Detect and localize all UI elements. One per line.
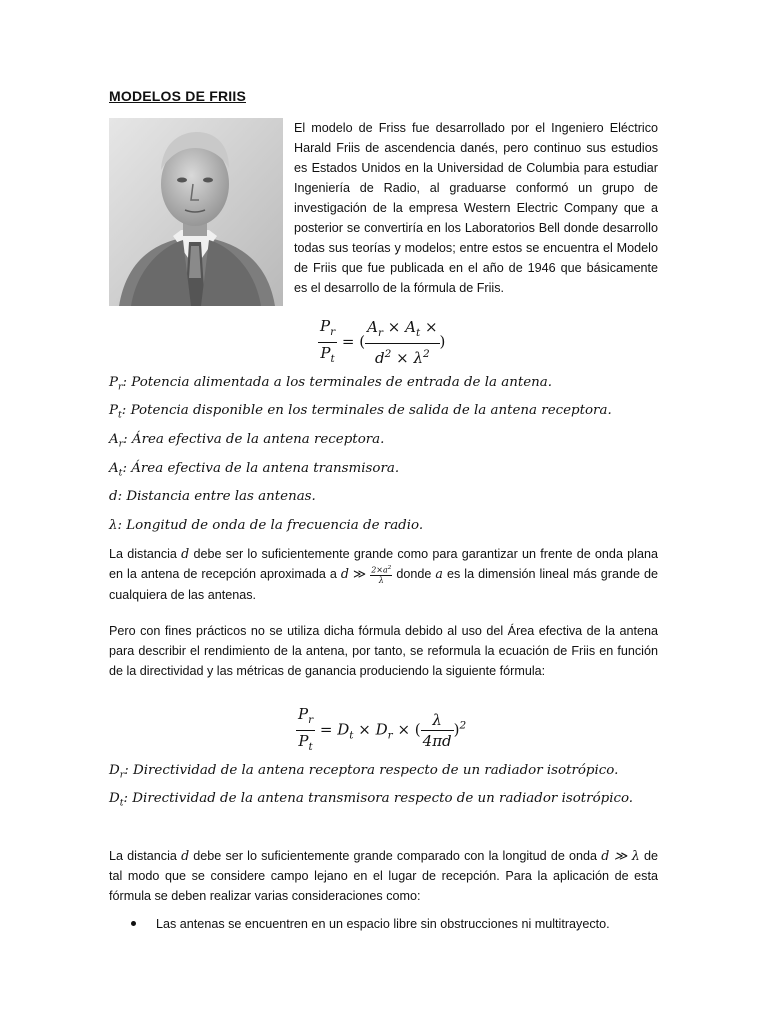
intro-paragraph: El modelo de Friss fue desarrollado por el Ingeniero Eléctrico Harald Friis de ascendencia danés, pero continuo sus estudios es Estados Unidos en la Universidad de Columbia para estudiar Ingeniería de Radio, al graduarse conformó un grupo de investigación de la empresa Western Electric Company que a posterior se convertiría en los Laboratorios Bell donde desarrollo todas sus teorías y modelos; entre estos se encuentra el Modelo de Friis que fue publicada en el año de 1946 que básicamente es el desarrollo de la fórmula de Friis. (294, 121, 658, 295)
portrait-photo (109, 118, 283, 306)
definition-lambda: λ: Longitud de onda de la frecuencia de radio. (109, 518, 424, 533)
definition-dt: $D_t$: Directividad de la antena transmisora respecto de un radiador isotrópico. (109, 791, 634, 809)
directivity-paragraph: Pero con fines prácticos no se utiliza dicha fórmula debido al uso del Área efectiva de la antena para describir el rendimiento de la antena, por tanto, se reformula la ecuación de Friis en función de la directividad y las métricas de ganancia produciendo la siguiente fórmula: (109, 624, 658, 678)
definition-ar: $A_r$: Área efectiva de la antena receptora. (109, 432, 385, 450)
definition-pt: $P_t$: Potencia disponible en los terminales de salida de la antena receptora. (109, 403, 612, 421)
list-item: Las antenas se encuentren en un espacio libre sin obstrucciones ni multitrayecto. (109, 914, 669, 934)
portrait-illustration (109, 118, 283, 306)
friis-formula-directivity: $\frac{P_r}{P_t}$ = $D_t \times D_r$ × ( $\frac{\lambda}{4\pi d}$ )$^2$ (298, 705, 467, 753)
definition-d: d: Distancia entre las antenas. (109, 489, 316, 504)
definition-dr: $D_r$: Directividad de la antena receptora respecto de un radiador isotrópico. (109, 763, 619, 781)
definition-pr: $P_r$: Potencia alimentada a los terminales de entrada de la antena. (109, 375, 552, 393)
definition-at: $A_t$: Área efectiva de la antena transmisora. (109, 461, 400, 479)
far-field-paragraph: La distancia d debe ser lo suficientemente grande como para garantizar un frente de onda plana en la antena de recepción aproximada a d ≫ $\frac{2\times a^2}{\lambda}$ donde a es la dimensión lineal más grande de cualquiera de las antenas. (109, 546, 659, 602)
friis-formula-area: $\frac{P_r}{P_t}$ = ( $\frac{A_r \times A_t \times}{d^2 \times \lambda^2}$ ) (320, 317, 446, 367)
bullet-icon (131, 921, 136, 926)
considerations-list (109, 914, 669, 934)
far-field-condition-paragraph: La distancia d debe ser lo suficientemente grande comparado con la longitud de onda d ≫ λ de tal modo que se considere campo lejano en el lugar de recepción. Para la aplicación de esta fórmula se deben realizar varias consideraciones como: (109, 848, 658, 903)
page-title: MODELOS DE FRIIS (109, 88, 246, 104)
